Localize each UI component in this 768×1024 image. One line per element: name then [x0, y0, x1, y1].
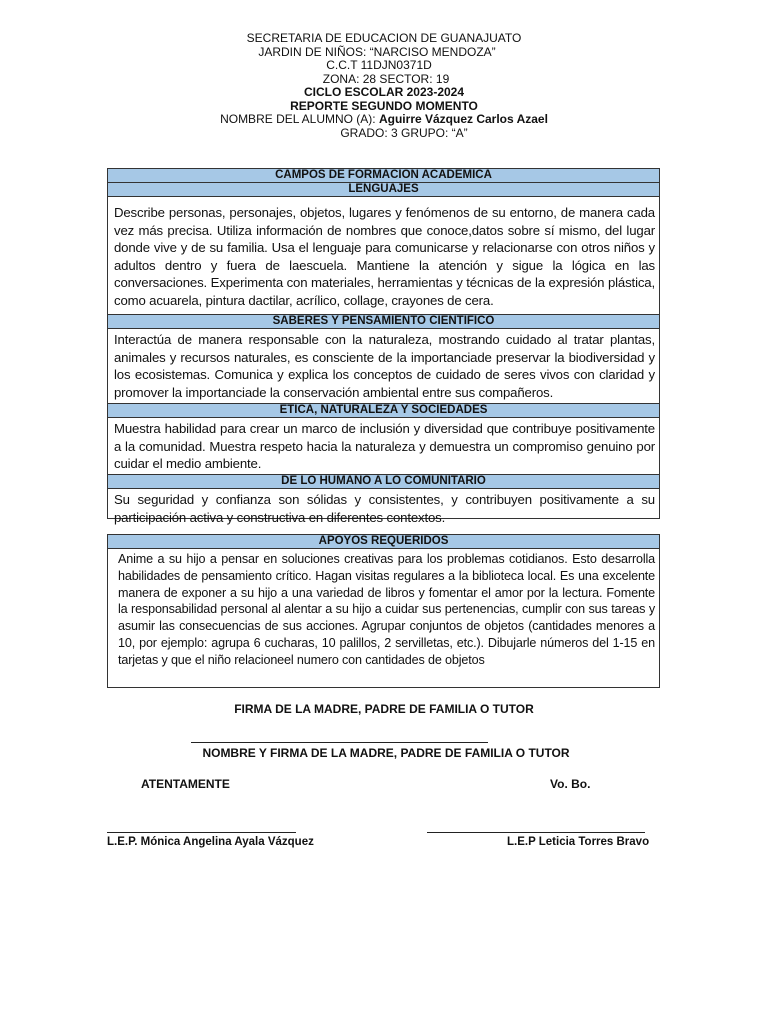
apoyos-heading: APOYOS REQUERIDOS	[108, 535, 659, 549]
campos-table	[107, 168, 660, 525]
apoyos-table	[107, 534, 660, 688]
header-secretaria: SECRETARIA DE EDUCACION DE GUANAJUATO	[246, 31, 522, 45]
section-heading-humano: DE LO HUMANO A LO COMUNITARIO	[108, 474, 659, 489]
atentamente-label: ATENTAMENTE	[141, 777, 230, 791]
section-heading-lenguajes: LENGUAJES	[108, 183, 659, 197]
teacher-name: L.E.P. Mónica Angelina Ayala Vázquez	[107, 836, 314, 848]
parent-signature-line	[191, 742, 488, 743]
header-ciclo: CICLO ESCOLAR 2023-2024	[303, 85, 465, 99]
header-student	[0, 113, 768, 127]
vobo-label: Vo. Bo.	[550, 777, 591, 791]
campos-title: CAMPOS DE FORMACION ACADEMICA	[108, 169, 659, 183]
teacher-signature-line	[107, 832, 296, 833]
header-zona: ZONA: 28 SECTOR: 19	[322, 71, 450, 86]
section-text-lenguajes: Describe personas, personajes, objetos, lugares y fenómenos de su entorno, de manera cada vez más precisa. Utiliza información de nombres que conoce,datos sobre sí mismo, del lugar donde vive y de su familia. Usa el lenguaje para comunicarse y relacionarse con otros niños y adultos dentro y fuera de laescuela. Mantiene la atención y sigue la lógica en las conversaciones. Experimenta con materiales, herramientas y técnicas de la expresión plástica, como acuarela, pintura dactilar, acrílico, collage, crayones de cera.	[114, 205, 655, 308]
header-grade: GRADO: 3 GRUPO: “A”	[340, 125, 468, 140]
header-cct: C.C.T 11DJN0371D	[326, 58, 432, 72]
director-signature-line	[427, 832, 645, 833]
apoyos-text: Anime a su hijo a pensar en soluciones creativas para los problemas cotidianos. Esto desarrolla habilidades de pensamiento crítico. Hagan visitas regulares a la biblioteca local. Es una excelente manera de exponer a su hijo a una variedad de libros y fomentar el amor por la lectura. Fomente la responsabilidad personal al alentar a su hijo a cuidar sus pertenencias, cumplir con sus tareas y asumir las consecuencias de sus acciones. Agrupar conjuntos de objetos (cantidades menores a 10, por ejemplo: agrupa 6 cucharas, 10 palillos, 2 servilletas, etc.). Dibujarle números del 1-15 en tarjetas y que el niño relacioneel numero con cantidades de objetos	[118, 552, 655, 667]
parent-signature-title: FIRMA DE LA MADRE, PADRE DE FAMILIA O TUTOR	[234, 702, 534, 716]
report-header	[0, 32, 768, 140]
header-reporte: REPORTE SEGUNDO MOMENTO	[290, 98, 478, 113]
section-text-saberes: Interactúa de manera responsable con la naturaleza, mostrando cuidado al tratar plantas, animales y recursos naturales, es consciente de la importanciade preservar la biodiversidad y los ecosistemas. Comunica y explica los conceptos de cuidado de seres vivos con claridad y promover la importanciade la conservación ambiental entre sus compañeros.	[114, 332, 655, 400]
student-name: Aguirre Vázquez Carlos Azael	[378, 112, 548, 126]
section-text-etica: Muestra habilidad para crear un marco de inclusión y diversidad que contribuye positivamente a la comunidad. Muestra respeto hacia la naturaleza y demuestra un compromiso genuino por cuidar el medio ambiente.	[114, 421, 655, 471]
section-heading-etica: ETICA, NATURALEZA Y SOCIEDADES	[108, 403, 659, 418]
header-school-name: JARDIN DE NIÑOS: “NARCISO MENDOZA”	[258, 44, 496, 59]
section-heading-saberes: SABERES Y PENSAMIENTO CIENTIFICO	[108, 314, 659, 329]
student-label: NOMBRE DEL ALUMNO (A):	[220, 112, 379, 126]
director-name: L.E.P Leticia Torres Bravo	[507, 836, 650, 848]
parent-signature-label: NOMBRE Y FIRMA DE LA MADRE, PADRE DE FAMILIA O TUTOR	[202, 746, 570, 760]
section-text-humano: Su seguridad y confianza son sólidas y consistentes, y contribuyen positivamente a su participación activa y constructiva en diferentes contextos.	[114, 492, 655, 525]
